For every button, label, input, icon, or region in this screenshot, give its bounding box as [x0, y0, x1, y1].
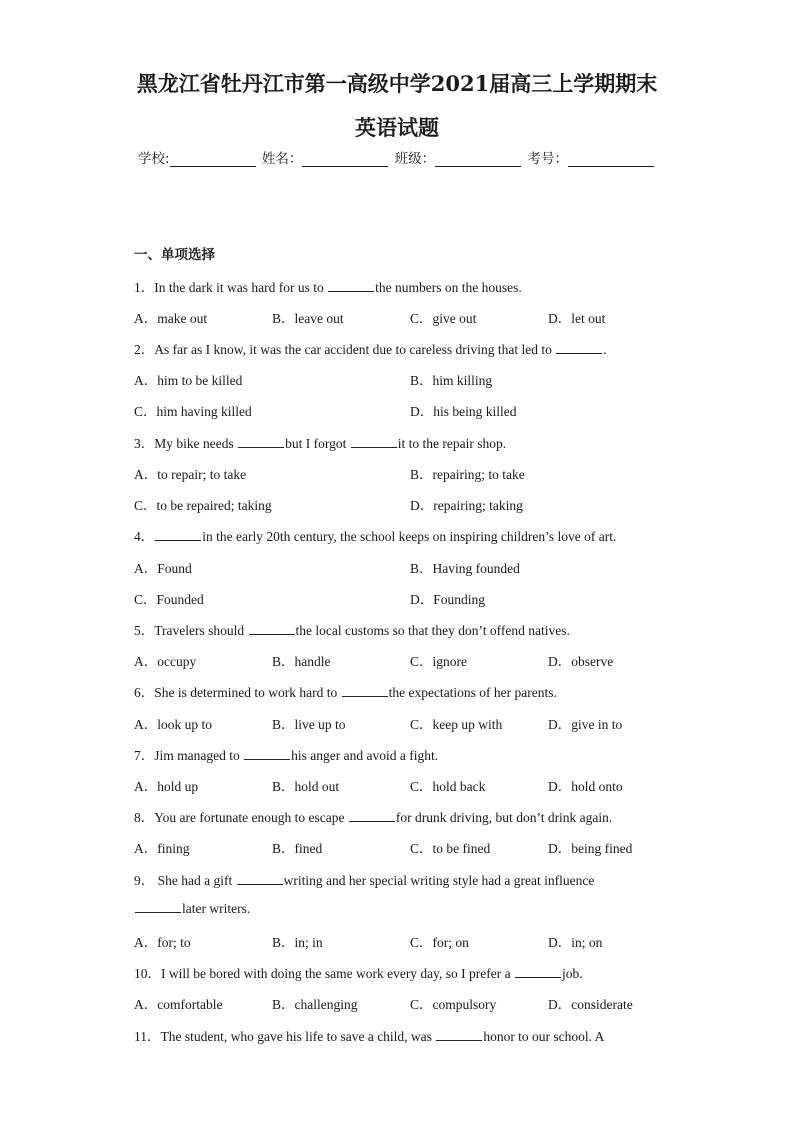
- document-title-line-1: 黑龙江省牡丹江市第一高级中学2021届高三上学期期末: [136, 71, 658, 96]
- question-4: [134, 525, 616, 545]
- option-c[interactable]: C．to be repaired; taking: [134, 498, 272, 513]
- answer-blank: [436, 1028, 482, 1041]
- answer-blank: [244, 747, 290, 760]
- option-a[interactable]: A．Found: [134, 561, 192, 576]
- option-c[interactable]: C．Founded: [134, 592, 204, 607]
- option-d[interactable]: D．hold onto: [548, 779, 623, 794]
- question-11: [134, 1025, 604, 1045]
- class-label: 班级：: [394, 151, 436, 167]
- question-number: 10．: [134, 966, 161, 981]
- question-text: honor to our school. A: [483, 1029, 605, 1044]
- option-c[interactable]: C．hold back: [410, 779, 486, 794]
- option-a[interactable]: A．hold up: [134, 779, 199, 794]
- document-title-line-2: 英语试题: [355, 115, 439, 140]
- question-7: [134, 744, 438, 764]
- question-text: My bike needs: [154, 436, 238, 451]
- question-6: [134, 681, 557, 701]
- question-9: [134, 869, 594, 889]
- answer-blank: [556, 341, 602, 354]
- option-d[interactable]: D．Founding: [410, 592, 486, 607]
- option-c[interactable]: C．to be fined: [410, 841, 491, 856]
- answer-blank: [155, 528, 201, 541]
- question-5: [134, 619, 570, 639]
- option-c[interactable]: C．compulsory: [410, 997, 497, 1012]
- question-text: in the early 20th century, the school keeps on inspiring children’s love of art.: [202, 529, 617, 544]
- question-text: later writers.: [182, 901, 251, 916]
- answer-blank: [515, 965, 561, 978]
- question-text: She is determined to work hard to: [154, 685, 341, 700]
- option-a[interactable]: A．for; to: [134, 935, 191, 950]
- answer-blank: [135, 900, 181, 913]
- question-2: [134, 338, 607, 358]
- option-b[interactable]: B．him killing: [410, 373, 493, 388]
- option-c[interactable]: C．him having killed: [134, 404, 252, 419]
- option-d[interactable]: D．repairing; taking: [410, 498, 523, 513]
- question-text: She had a gift: [154, 873, 236, 888]
- option-c[interactable]: C．for; on: [410, 935, 469, 950]
- answer-blank: [249, 622, 295, 635]
- question-1: [134, 276, 522, 296]
- option-a[interactable]: A．comfortable: [134, 997, 223, 1012]
- question-text: his anger and avoid a fight.: [291, 748, 439, 763]
- option-c[interactable]: C．ignore: [410, 654, 467, 669]
- school-field[interactable]: [170, 152, 256, 167]
- question-number: 6．: [134, 685, 155, 700]
- question-text: .: [603, 342, 607, 357]
- option-d[interactable]: D．let out: [548, 311, 606, 326]
- question-3: [134, 432, 506, 452]
- option-b[interactable]: B．in; in: [272, 935, 323, 950]
- option-d[interactable]: D．being fined: [548, 841, 633, 856]
- question-number: 8．: [134, 810, 155, 825]
- question-text: You are fortunate enough to escape: [154, 810, 348, 825]
- option-b[interactable]: B．hold out: [272, 779, 340, 794]
- option-b[interactable]: B．fined: [272, 841, 323, 856]
- student-info-row: [0, 147, 794, 167]
- question-number: 7．: [134, 748, 155, 763]
- question-text: writing and her special writing style had a great influence: [283, 873, 595, 888]
- question-text: the numbers on the houses.: [375, 280, 522, 295]
- option-a[interactable]: A．occupy: [134, 654, 197, 669]
- class-field[interactable]: [435, 152, 521, 167]
- question-text: it to the repair shop.: [397, 436, 507, 451]
- option-b[interactable]: B．challenging: [272, 997, 358, 1012]
- section-title: 一、单项选择: [134, 247, 215, 263]
- question-number: 2．: [134, 342, 155, 357]
- option-a[interactable]: A．fining: [134, 841, 190, 856]
- answer-blank: [238, 435, 284, 448]
- option-d[interactable]: D．his being killed: [410, 404, 517, 419]
- option-d[interactable]: D．in; on: [548, 935, 603, 950]
- option-c[interactable]: C．keep up with: [410, 717, 503, 732]
- question-text: In the dark it was hard for us to: [154, 280, 328, 295]
- question-number: 4．: [134, 529, 155, 544]
- question-number: 11．: [134, 1029, 161, 1044]
- question-text: As far as I know, it was the car accident due to careless driving that led to: [154, 342, 556, 357]
- exam-number-label: 考号：: [527, 151, 568, 167]
- question-text: for drunk driving, but don’t drink again.: [395, 810, 613, 825]
- question-number: 9．: [134, 873, 155, 888]
- option-d[interactable]: D．give in to: [548, 717, 623, 732]
- question-text: job.: [562, 966, 583, 981]
- option-a[interactable]: A．look up to: [134, 717, 213, 732]
- question-text: the local customs so that they don’t offend natives.: [295, 623, 570, 638]
- question-text: The student, who gave his life to save a child, was: [160, 1029, 436, 1044]
- answer-blank: [342, 684, 388, 697]
- question-text: I will be bored with doing the same work every day, so I prefer a: [161, 966, 515, 981]
- question-10: [134, 962, 583, 982]
- question-text: Travelers should: [154, 623, 248, 638]
- question-number: 5．: [134, 623, 155, 638]
- question-8: [134, 806, 612, 826]
- option-b[interactable]: B．leave out: [272, 311, 344, 326]
- exam-number-field[interactable]: [568, 152, 654, 167]
- answer-blank: [237, 872, 283, 885]
- option-d[interactable]: D．considerate: [548, 997, 633, 1012]
- option-b[interactable]: B．live up to: [272, 717, 346, 732]
- school-label: 学校:: [138, 151, 170, 167]
- answer-blank: [351, 435, 397, 448]
- name-label: 姓名：: [261, 151, 303, 167]
- option-b[interactable]: B．Having founded: [410, 561, 520, 576]
- option-d[interactable]: D．observe: [548, 654, 614, 669]
- option-b[interactable]: B．handle: [272, 654, 331, 669]
- question-text: but I forgot: [285, 436, 350, 451]
- question-9-continued: [134, 900, 250, 917]
- question-text: Jim managed to: [154, 748, 244, 763]
- answer-blank: [328, 279, 374, 292]
- question-text: the expectations of her parents.: [388, 685, 557, 700]
- question-number: 3．: [134, 436, 155, 451]
- option-a[interactable]: A．make out: [134, 311, 208, 326]
- name-field[interactable]: [302, 152, 388, 167]
- question-number: 1．: [134, 280, 155, 295]
- option-c[interactable]: C．give out: [410, 311, 477, 326]
- answer-blank: [349, 809, 395, 822]
- option-b[interactable]: B．repairing; to take: [410, 467, 525, 482]
- option-a[interactable]: A．him to be killed: [134, 373, 243, 388]
- option-a[interactable]: A．to repair; to take: [134, 467, 247, 482]
